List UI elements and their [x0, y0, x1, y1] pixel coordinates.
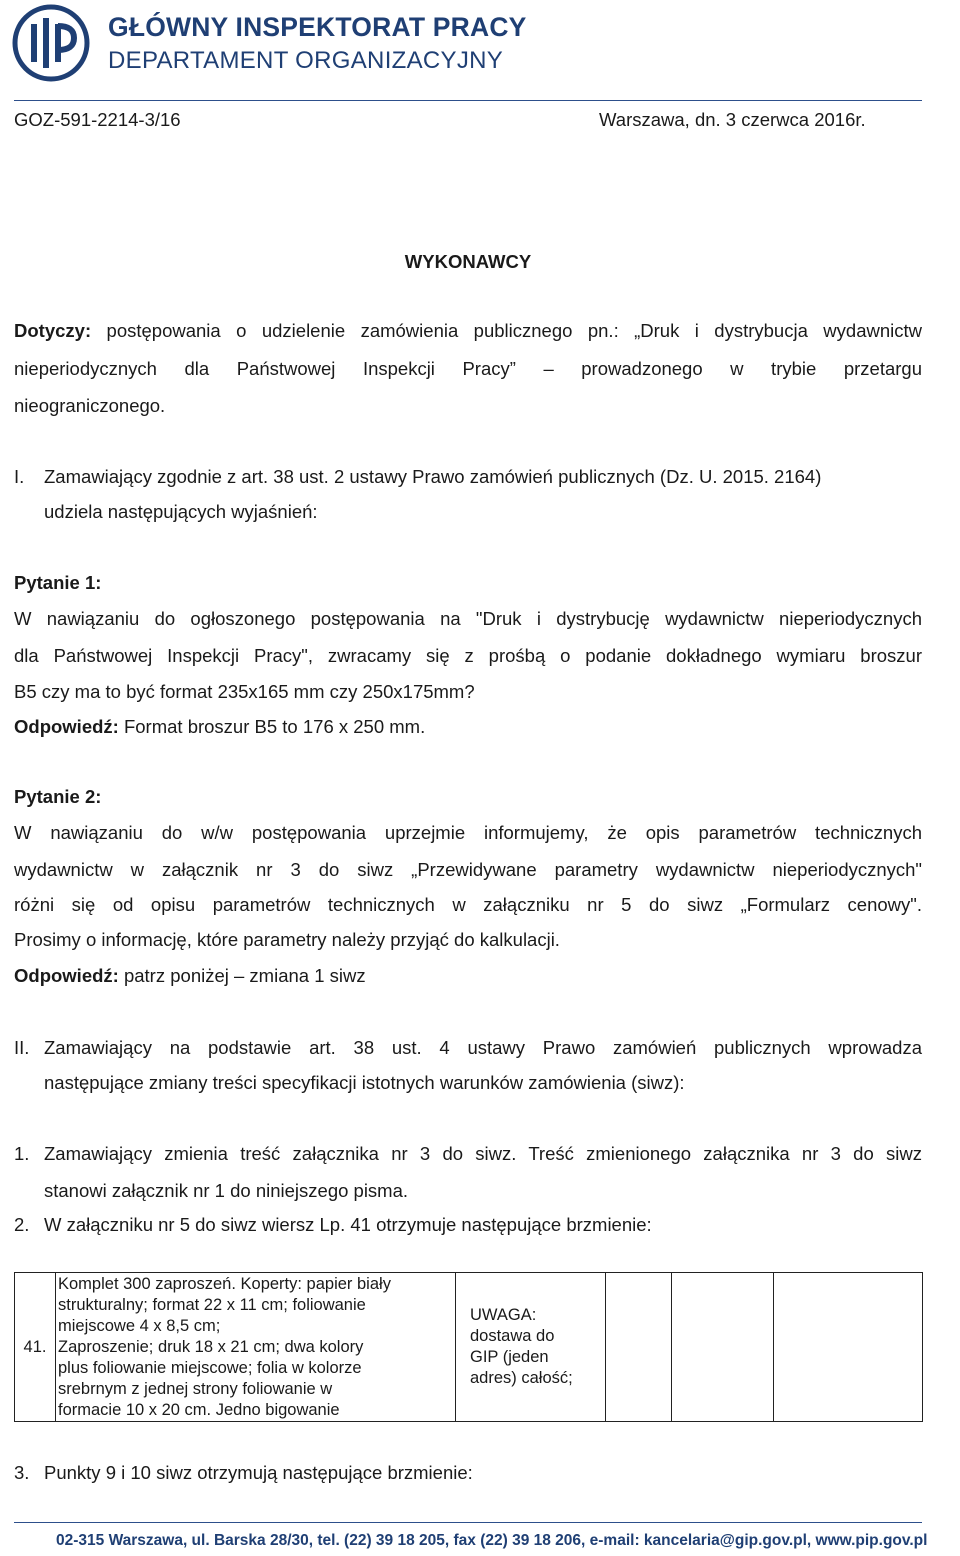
- description-line: miejscowe 4 x 8,5 cm;: [58, 1316, 221, 1335]
- gip-logo-icon: [12, 4, 90, 82]
- question-1-title: Pytanie 1:: [14, 572, 102, 593]
- question-2-line-2: wydawnictw w załącznik nr 3 do siwz „Przewidywane parametry wydawnictw nieperiodycznych": [14, 859, 922, 880]
- item-1-line-2: stanowi załącznik nr 1 do niniejszego pisma.: [44, 1180, 409, 1201]
- section-2-line-1: Zamawiający na podstawie art. 38 ust. 4 ustawy Prawo zamówień publicznych wprowadza: [44, 1037, 922, 1058]
- section-2-line-2: następujące zmiany treści specyfikacji istotnych warunków zamówienia (siwz):: [44, 1072, 685, 1093]
- empty-cell: [606, 1273, 672, 1422]
- description-line: plus foliowanie miejscowe; folia w kolorze: [58, 1358, 362, 1377]
- item-2-number: 2.: [14, 1214, 30, 1235]
- section-2-number: II.: [14, 1037, 30, 1058]
- item-1-line-1: Zamawiający zmienia treść załącznika nr 3 do siwz. Treść zmienionego załącznika nr 3 do siwz: [44, 1143, 922, 1164]
- answer-2: [14, 965, 366, 987]
- answer-1-text: Format broszur B5 to 176 x 250 mm.: [118, 716, 426, 737]
- description-line: Zaproszenie; druk 18 x 21 cm; dwa kolory: [58, 1337, 364, 1356]
- question-1-line-2: dla Państwowej Inspekcji Pracy", zwracamy się z prośbą o podanie dokładnego wymiaru broszur: [14, 645, 922, 666]
- note-line: adres) całość;: [470, 1369, 573, 1387]
- question-1-line-1: W nawiązaniu do ogłoszonego postępowania na "Druk i dystrybucję wydawnictw nieperiodycznych: [14, 608, 922, 629]
- question-2-line-4: Prosimy o informację, które parametry należy przyjąć do kalkulacji.: [14, 929, 560, 950]
- section-1-number: I.: [14, 466, 25, 487]
- note-line: UWAGA:: [470, 1306, 537, 1324]
- description-line: formacie 10 x 20 cm. Jedno bigowanie: [58, 1400, 340, 1419]
- question-2-title: Pytanie 2:: [14, 786, 102, 807]
- header-divider: [14, 100, 922, 101]
- department-name: DEPARTAMENT ORGANIZACYJNY: [108, 47, 504, 74]
- letter-date: Warszawa, dn. 3 czerwca 2016r.: [599, 109, 866, 130]
- item-3-text: Punkty 9 i 10 siwz otrzymują następujące brzmienie:: [44, 1462, 473, 1483]
- answer-1: [14, 716, 425, 738]
- question-2-line-3: różni się od opisu parametrów technicznych w załączniku nr 5 do siwz „Formularz cenowy".: [14, 894, 922, 915]
- answer-2-label: Odpowiedź:: [14, 965, 119, 986]
- answer-1-label: Odpowiedź:: [14, 716, 119, 737]
- footer-divider: [14, 1522, 922, 1523]
- item-1-number: 1.: [14, 1143, 30, 1164]
- reference-number: GOZ-591-2214-3/16: [14, 109, 181, 130]
- item-2-text: W załączniku nr 5 do siwz wiersz Lp. 41 otrzymuje następujące brzmienie:: [44, 1214, 652, 1235]
- question-1-line-3: B5 czy ma to być format 235x165 mm czy 250x175mm?: [14, 681, 475, 702]
- subject-line-1: [14, 320, 922, 342]
- empty-cell: [672, 1273, 774, 1422]
- subject-line-3: nieograniczonego.: [14, 395, 166, 416]
- section-1-line-2: udziela następujących wyjaśnień:: [44, 501, 318, 522]
- description-line: Komplet 300 zaproszeń. Koperty: papier biały: [58, 1274, 391, 1293]
- row-number: 41.: [15, 1273, 56, 1422]
- section-1-line-1: Zamawiający zgodnie z art. 38 ust. 2 ustawy Prawo zamówień publicznych (Dz. U. 2015. 2164): [44, 466, 822, 487]
- subject-line-2: nieperiodycznych dla Państwowej Inspekcji Pracy” – prowadzonego w trybie przetargu: [14, 358, 922, 379]
- item-description: [56, 1273, 456, 1422]
- addressee: WYKONAWCY: [404, 251, 532, 272]
- empty-cell: [774, 1273, 923, 1422]
- org-name: GŁÓWNY INSPEKTORAT PRACY: [108, 12, 527, 42]
- price-form-row-table: [14, 1272, 923, 1422]
- note-line: dostawa do: [470, 1327, 555, 1345]
- item-3-number: 3.: [14, 1462, 30, 1483]
- delivery-note: [456, 1273, 606, 1422]
- answer-2-text: patrz poniżej – zmiana 1 siwz: [118, 965, 366, 986]
- table-row: [15, 1273, 923, 1422]
- description-line: srebrnym z jednej strony foliowanie w: [58, 1379, 333, 1398]
- note-line: GIP (jeden: [470, 1348, 549, 1366]
- description-line: strukturalny; format 22 x 11 cm; foliowanie: [58, 1295, 366, 1314]
- subject-label: Dotyczy:: [14, 320, 92, 341]
- footer-contact: 02-315 Warszawa, ul. Barska 28/30, tel. (22) 39 18 205, fax (22) 39 18 206, e-mail: kancelaria@gip.gov.pl, www.pip.gov.pl: [56, 1532, 928, 1549]
- subject-text: postępowania o udzielenie zamówienia publicznego pn.: „Druk i dystrybucja wydawnictw: [91, 320, 922, 341]
- question-2-line-1: W nawiązaniu do w/w postępowania uprzejmie informujemy, że opis parametrów technicznych: [14, 822, 922, 843]
